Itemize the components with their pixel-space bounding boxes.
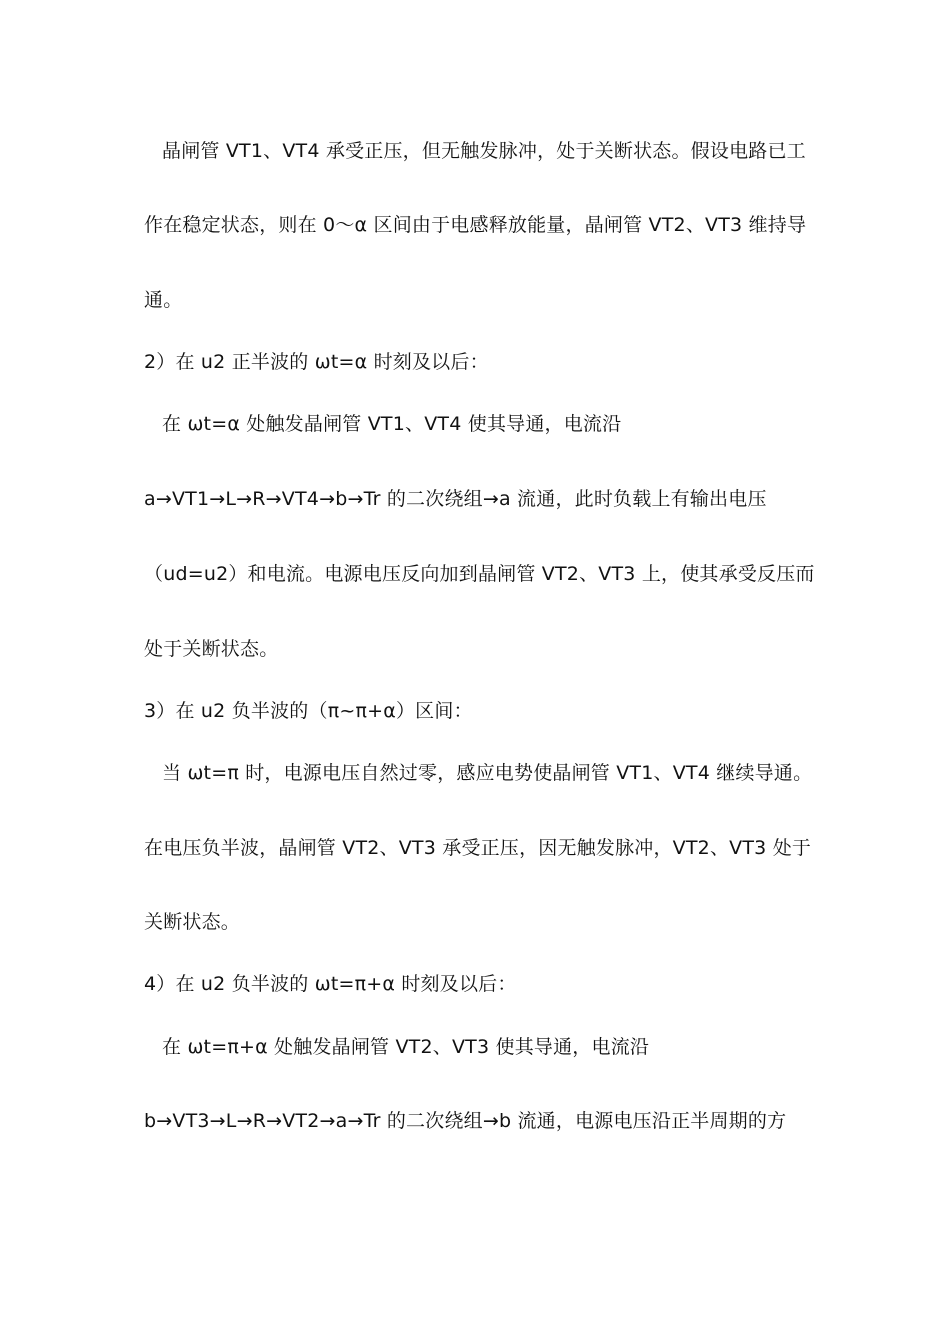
- text-line-12: 关断状态。: [144, 911, 241, 933]
- text-line-5: 在 ωt=α 处触发晶闸管 VT1、VT4 使其导通，电流沿: [162, 413, 622, 435]
- text-line-8: 处于关断状态。: [144, 638, 279, 660]
- section-heading-3: 3）在 u2 负半波的（π~π+α）区间：: [144, 700, 473, 722]
- text-line-1: 晶闸管 VT1、VT4 承受正压，但无触发脉冲，处于关断状态。假设电路已工: [162, 140, 806, 162]
- text-line-14: 在 ωt=π+α 处触发晶闸管 VT2、VT3 使其导通，电流沿: [162, 1036, 650, 1058]
- text-line-10: 当 ωt=π 时，电源电压自然过零，感应电势使晶闸管 VT1、VT4 继续导通。: [162, 762, 813, 784]
- text-line-11: 在电压负半波，晶闸管 VT2、VT3 承受正压，因无触发脉冲，VT2、VT3 处于: [144, 837, 812, 859]
- text-line-3: 通。: [144, 289, 183, 311]
- section-heading-4: 4）在 u2 负半波的 ωt=π+α 时刻及以后：: [144, 973, 517, 995]
- text-line-15: b→VT3→L→R→VT2→a→Tr 的二次绕组→b 流通，电源电压沿正半周期的方: [144, 1110, 787, 1132]
- text-line-6: a→VT1→L→R→VT4→b→Tr 的二次绕组→a 流通，此时负载上有输出电压: [144, 488, 767, 510]
- text-line-7: （ud=u2）和电流。电源电压反向加到晶闸管 VT2、VT3 上，使其承受反压而: [144, 563, 815, 585]
- section-heading-2: 2）在 u2 正半波的 ωt=α 时刻及以后：: [144, 351, 489, 373]
- text-line-2: 作在稳定状态，则在 0～α 区间由于电感释放能量，晶闸管 VT2、VT3 维持导: [144, 214, 807, 236]
